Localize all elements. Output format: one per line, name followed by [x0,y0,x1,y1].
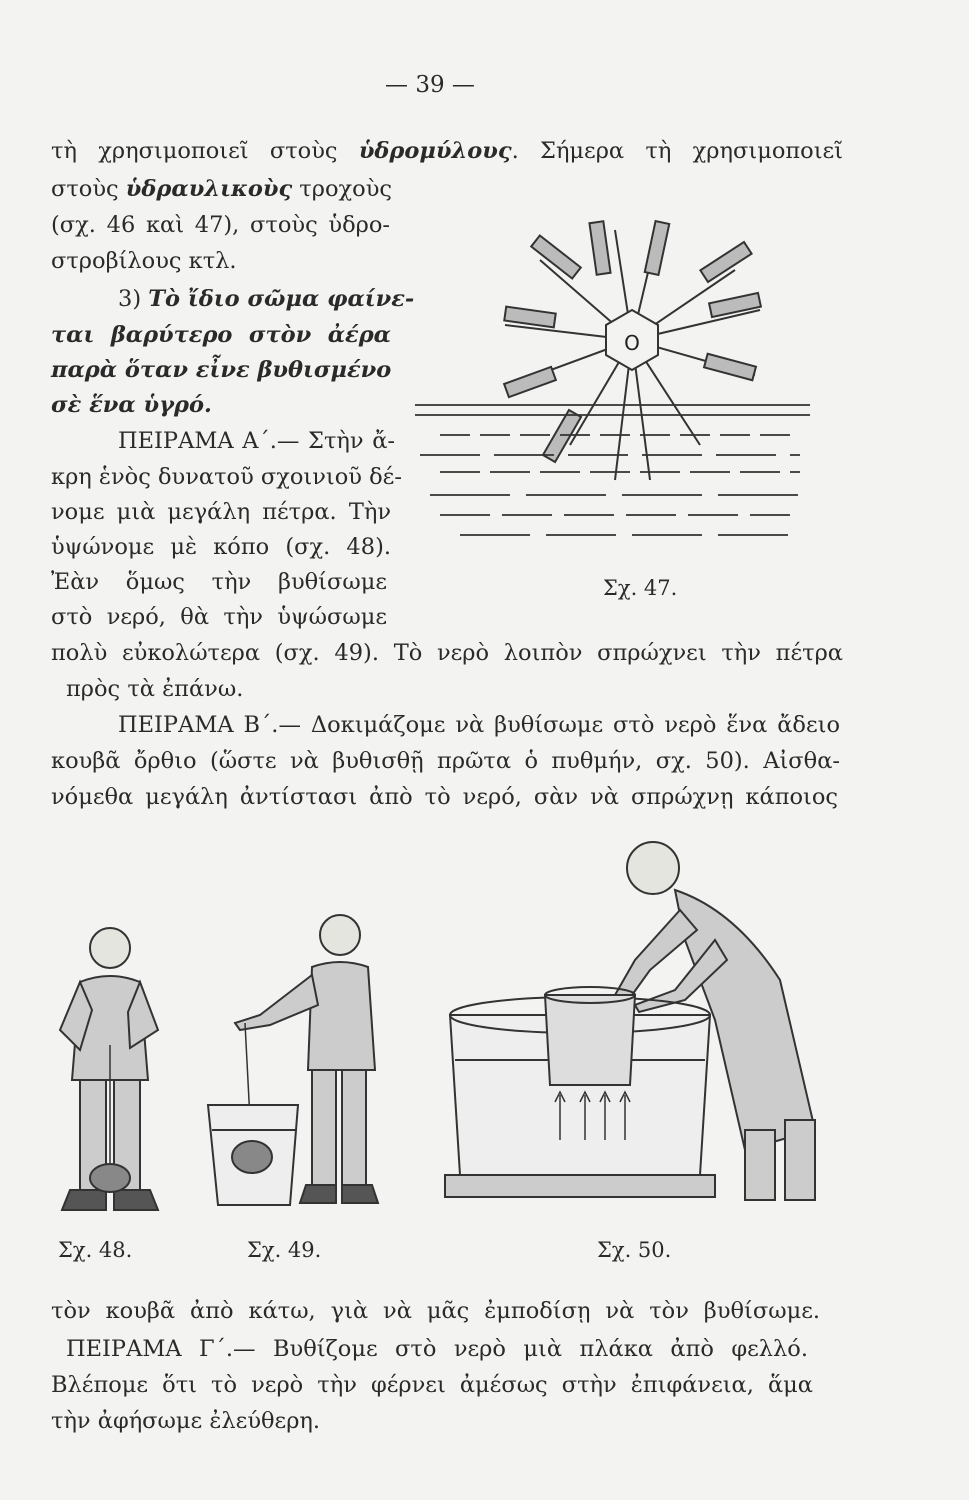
text-run: στοὺς [51,176,126,202]
text-line: ὑψώνομε μὲ κόπο (σχ. 48). [51,534,391,560]
text-run: τροχοὺς [292,176,392,202]
text-line: (σχ. 46 καὶ 47), στοὺς ὑδρο- [51,212,390,238]
text-line: Βλέπομε ὅτι τὸ νερὸ τὴν φέρνει ἀμέσως στὴν ἐπιφάνεια, ἅμα [51,1372,813,1398]
text-run: τὴ χρησιμοποιεῖ στοὺς [51,138,359,164]
text-line: κρη ἑνὸς δυνατοῦ σχοινιοῦ δέ- [51,464,402,490]
text-run: . Σήμερα τὴ χρησιμοποιεῖ [511,138,843,164]
figure-48-caption: Σχ. 48. [58,1238,133,1262]
text-line: ται βαρύτερο στὸν ἀέρα [51,322,391,348]
figure-48-boy-lifting-stone [40,920,180,1230]
text-line: τὴν ἀφήσωμε ἐλεύθερη. [51,1408,321,1434]
text-line: πρὸς τὰ ἐπάνω. [66,676,244,702]
text-line: πολὺ εὐκολώτερα (σχ. 49). Τὸ νερὸ λοιπὸν σπρώχνει τὴν πέτρα [51,640,843,666]
figure-50-caption: Σχ. 50. [597,1238,672,1262]
hub-label: O [624,331,640,355]
text-run: 3) [118,286,149,312]
emphasis-term: ὑδρομύλους [358,138,512,164]
text-line: στροβίλους κτλ. [51,248,237,274]
page-number: — 39 — [385,72,475,98]
text-line [118,286,415,312]
figure-49-boy-stone-in-bucket [200,905,405,1225]
text-line: ΠΕΙΡΑΜΑ Γ΄.— Βυθίζομε στὸ νερὸ μιὰ πλάκα ἀπὸ φελλό. [66,1336,808,1362]
text-line: νομε μιὰ μεγάλη πέτρα. Τὴν [51,499,391,525]
emphasis-term: ὑδραυλικοὺς [125,176,293,202]
figure-47-caption: Σχ. 47. [603,576,678,600]
figure-47-water-wheel [400,210,860,570]
text-line: κουβᾶ ὄρθιο (ὥστε νὰ βυθισθῇ πρῶτα ὁ πυθμήν, σχ. 50). Αἰσθα- [51,748,840,774]
text-line: σὲ ἕνα ὑγρό. [51,392,212,418]
text-line: παρὰ ὅταν εἶνε βυθισμένο [51,357,392,383]
text-line: στὸ νερό, θὰ τὴν ὑψώσωμε [51,604,387,630]
text-line: νόμεθα μεγάλη ἀντίστασι ἀπὸ τὸ νερό, σὰν νὰ σπρώχνῃ κάποιος [51,784,838,810]
figure-50-boy-pushing-bucket [435,820,845,1225]
text-line: Ἐὰν ὅμως τὴν βυθίσωμε [51,569,387,595]
text-line [51,140,843,163]
text-line [51,178,392,201]
text-line: τὸν κουβᾶ ἀπὸ κάτω, γιὰ νὰ μᾶς ἐμποδίσῃ νὰ τὸν βυθίσωμε. [51,1298,820,1324]
text-line: ΠΕΙΡΑΜΑ Β΄.— Δοκιμάζομε νὰ βυθίσωμε στὸ νερὸ ἕνα ἄδειο [118,712,840,738]
emphasis-heading: Τὸ ἴδιο σῶμα φαίνε- [148,286,415,312]
figure-49-caption: Σχ. 49. [247,1238,322,1262]
text-line: ΠΕΙΡΑΜΑ Α΄.— Στὴν ἄ- [118,428,395,454]
bucket [545,995,635,1085]
water-surface [415,405,810,535]
